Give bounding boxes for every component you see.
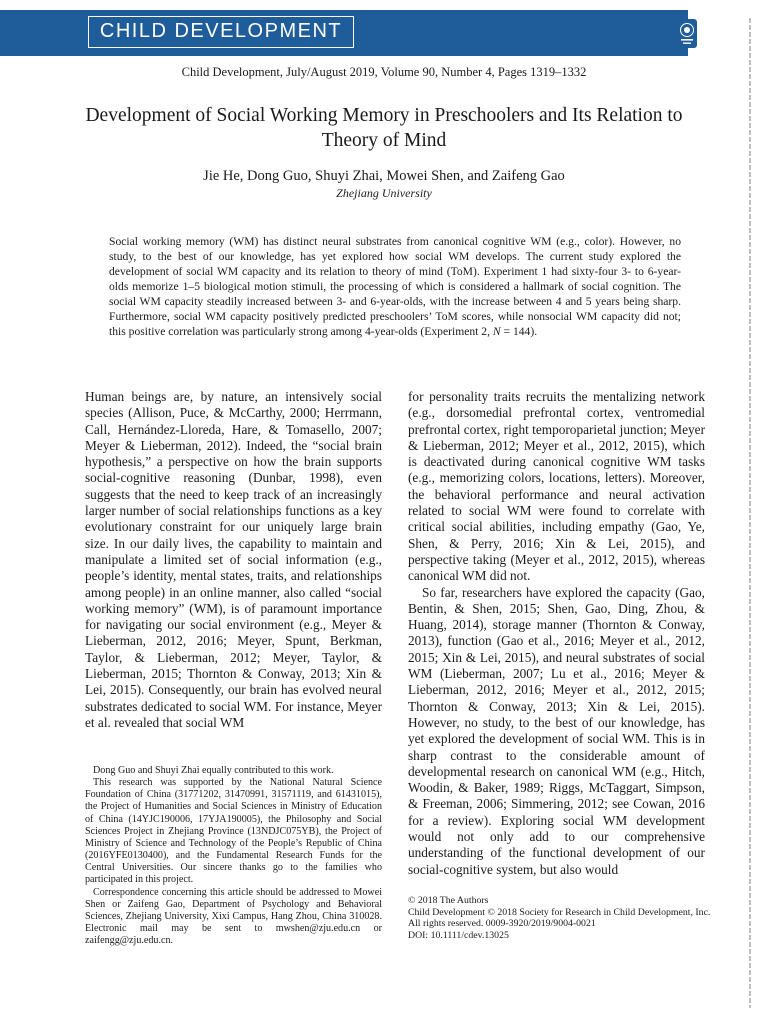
footnote-equal-contribution: Dong Guo and Shuyi Zhai equally contributed to this work. [93, 765, 334, 776]
footnote-correspondence: Correspondence concerning this article should be addressed to Mowei Shen or Zaifeng Gao, Department of Psychology and Behavioral Sciences, Zhejiang University, Xixi Campus, Hang Zhou, China 310028. Electronic mail may be sent to mwshen@zju.edu.cn or zaifengg@zju.edu.cn. [85, 886, 382, 947]
abstract-text [109, 234, 681, 339]
article-title: Development of Social Working Memory in Preschoolers and Its Relation to Theory of Mind [85, 105, 683, 151]
abstract-end: = 144). [500, 325, 538, 338]
body-paragraph: Human beings are, by nature, an intensively social species (Allison, Puce, & McCarthy, 2000; Herrmann, Call, Hernández-Lloreda, Hare, & Tomasello, 2007; Meyer & Lieberman, 2012). Indeed, the “social brain hypothesis,” a perspective on how the brain supports social-cognitive reasoning (Dunbar, 1998), even suggests that the need to keep track of an increasingly larger number of social relationships functions as a key evolutionary constraint for our uniquely large brain size. In our daily lives, the capability to maintain and manipulate a limited set of social information (e.g., people’s identity, mental states, traits, and relationships among people) in an online manner, also called “social working memory” (WM), is of paramount importance for navigating our social environment (e.g., Meyer & Lieberman, 2012, 2016; Meyer, Spunt, Berkman, Taylor, & Lieberman, 2012; Meyer, Taylor, & Lieberman, 2015; Thornton & Conway, 2013; Xin & Lei, 2015). Consequently, our brain has evolved neural substrates dedicated to social WM. For instance, Meyer et al. revealed that social WM [85, 389, 382, 730]
body-paragraph: for personality traits recruits the mentalizing network (e.g., dorsomedial prefrontal cortex, ventromedial prefrontal cortex, right temporoparietal junction; Meyer & Lieberman, 2012; Meyer et al., 2012, 2015), which is deactivated during canonical cognitive WM tasks (e.g., memorizing colors, locations, letters). Moreover, the behavioral performance and neural activation related to social WM were found to correlate with critical social abilities, including empathy (Gao, Ye, Shen, & Perry, 2016; Xin & Lei, 2015), and perspective taking (Meyer et al., 2012, 2015), whereas canonical WM did not. [408, 389, 705, 584]
srcd-seal-icon [677, 19, 697, 48]
citation-line: Child Development, July/August 2019, Volume 90, Number 4, Pages 1319–1332 [181, 65, 587, 79]
author-list: Jie He, Dong Guo, Shuyi Zhai, Mowei Shen, and Zaifeng Gao [203, 168, 565, 184]
side-download-stamp [744, 18, 756, 1008]
copyright-line: All rights reserved. 0009-3920/2019/9004-0021 [408, 918, 596, 930]
abstract [109, 234, 681, 339]
body-column-left [85, 389, 382, 731]
affiliation: Zhejiang University [336, 186, 432, 200]
doi-line: DOI: 10.1111/cdev.13025 [408, 929, 509, 941]
sample-size-symbol: N [492, 325, 501, 338]
body-column-right [408, 389, 705, 878]
copyright-line: © 2018 The Authors [408, 895, 489, 906]
journal-banner [0, 10, 688, 56]
journal-name: CHILD DEVELOPMENT [88, 16, 354, 48]
copyright-block [408, 895, 728, 941]
copyright-line: Child Development © 2018 Society for Research in Child Development, Inc. [408, 906, 711, 918]
footnote-funding: This research was supported by the National Natural Science Foundation of China (31771202, 31470991, 31571119, and 61431015), the Project of Humanities and Social Sciences in Ministry of Education of China (14YJC190006, 17YJA190005), the Philosophy and Social Sciences Project in Zhejiang Province (13NDJC075YB), the Project of Ministry of Science and Technology of the People’s Republic of China (2016YFE0130400), and the Fundamental Research Funds for the Central Universities. Our sincere thanks go to the families who participated in this project. [85, 777, 382, 886]
body-paragraph: So far, researchers have explored the capacity (Gao, Bentin, & Shen, 2015; Shen, Gao, Ding, Zhou, & Huang, 2014), storage manner (Thornton & Conway, 2013), function (Gao et al., 2016; Meyer et al., 2012, 2015; Xin & Lei, 2015), and neural substrates of social WM (Lieberman, 2007; Lu et al., 2016; Meyer & Lieberman, 2012, 2016; Meyer et al., 2012, 2015; Thornton & Conway, 2013; Xin & Lei, 2015). However, no study, to the best of our knowledge, has yet explored the development of social WM. This is in sharp contrast to the considerable amount of developmental research on canonical WM (e.g., Hitch, Woodin, & Baker, 1989; Riggs, McTaggart, Simpson, & Freeman, 2006; Simmering, 2012; see Cowan, 2016 for a review). Exploring social WM development would not only add to our comprehensive understanding of the functional development of our social-cognitive system, but also would [408, 584, 705, 877]
footnotes [85, 765, 382, 947]
abstract-body: Social working memory (WM) has distinct neural substrates from canonical cognitive WM (e.g., color). However, no study, to the best of our knowledge, has yet explored how social WM develops. The current study explored the development of social WM capacity and its relation to theory of mind (ToM). Experiment 1 had sixty-four 3- to 6-year-olds memorize 1–5 biological motion stimuli, the processing of which is considered a hallmark of social cognition. The social WM capacity steadily increased between 3- and 6-year-olds, with the increase between 4 and 5 years being sharp. Furthermore, social WM capacity positively predicted preschoolers’ ToM scores, while nonsocial WM capacity did not; this positive correlation was particularly strong among 4-year-olds (Experiment 2, [109, 235, 681, 338]
